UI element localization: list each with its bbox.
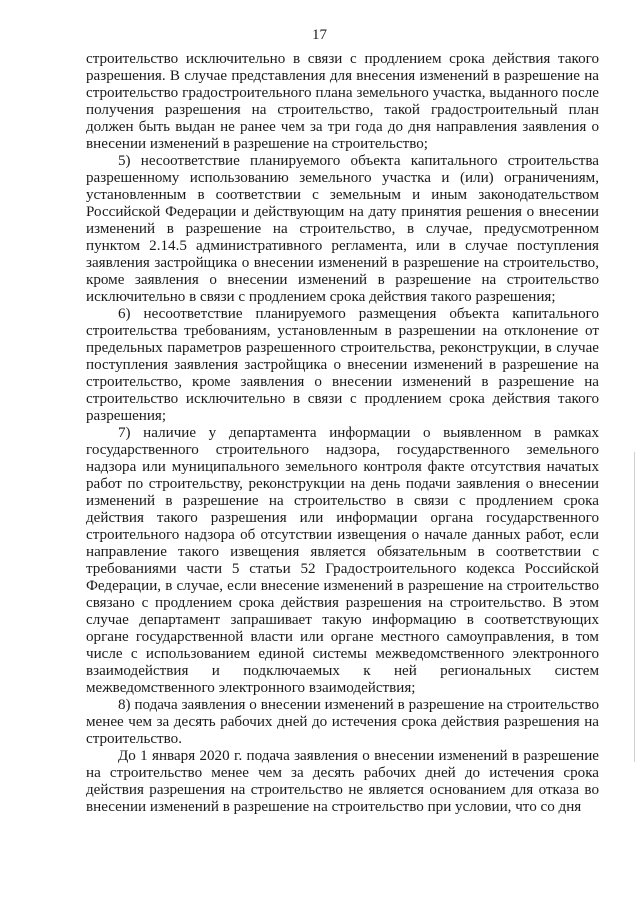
page-edge-divider — [634, 452, 635, 762]
paragraph-item-6: 6) несоответствие планируемого размещения объекта капитального строительства требованиям, установленным в разрешении на отклонение от предельных параметров разрешенного строительства, реконструкции, в случае поступления заявления застройщика о внесении изменений в разрешение на строительство, кроме заявления о внесении изменений в разрешение на строительство исключительно в связи с продлением срока действия такого разрешения; — [86, 306, 599, 424]
paragraph-transitional-provision: До 1 января 2020 г. подача заявления о внесении изменений в разрешение на строительство менее чем за десять рабочих дней до истечения срока действия разрешения на строительство не является основанием для отказа во внесении изменений в разрешение на строительство при условии, что со дня — [86, 748, 599, 815]
paragraph-continuation: строительство исключительно в связи с продлением срока действия такого разрешения. В случае представления для внесения изменений в разрешение на строительство градостроительного плана земельного участка, выданного после получения разрешения на строительство, такой градостроительный план должен быть выдан не ранее чем за три года до дня направления заявления о внесении изменений в разрешение на строительство; — [86, 51, 599, 152]
paragraph-item-7: 7) наличие у департамента информации о выявленном в рамках государственного строительного надзора, государственного земельного надзора или муниципального земельного контроля факте отсутствия начатых работ по строительству, реконструкции на день подачи заявления о внесении изменений в разрешение на строительство в связи с продлением срока действия такого разрешения или информации органа государственного строительного надзора об отсутствии извещения о начале данных работ, если направление такого извещения является обязательным в соответствии с требованиями части 5 статьи 52 Градостроительного кодекса Российской Федерации, в случае, если внесение изменений в разрешение на строительство связано с продлением срока действия разрешения на строительство. В этом случае департамент запрашивает такую информацию в соответствующих органе государственной власти или органе местного самоуправления, в том числе с использованием единой системы межведомственного электронного взаимодействия и подключаемых к ней региональных систем межведомственного электронного взаимодействия; — [86, 425, 599, 696]
page-number: 17 — [312, 27, 327, 43]
document-body — [86, 51, 599, 816]
paragraph-item-5: 5) несоответствие планируемого объекта капитального строительства разрешенному использованию земельного участка и (или) ограничениям, установленным в соответствии с земельным и иным законодательством Российской Федерации и действующим на дату принятия решения о внесении изменений в разрешение на строительство, в случае, предусмотренном пунктом 2.14.5 административного регламента, или в случае поступления заявления застройщика о внесении изменений в разрешение на строительство, кроме заявления о внесении изменений в разрешение на строительство исключительно в связи с продлением срока действия такого разрешения; — [86, 153, 599, 305]
paragraph-item-8: 8) подача заявления о внесении изменений в разрешение на строительство менее чем за десять рабочих дней до истечения срока действия разрешения на строительство. — [86, 697, 599, 747]
